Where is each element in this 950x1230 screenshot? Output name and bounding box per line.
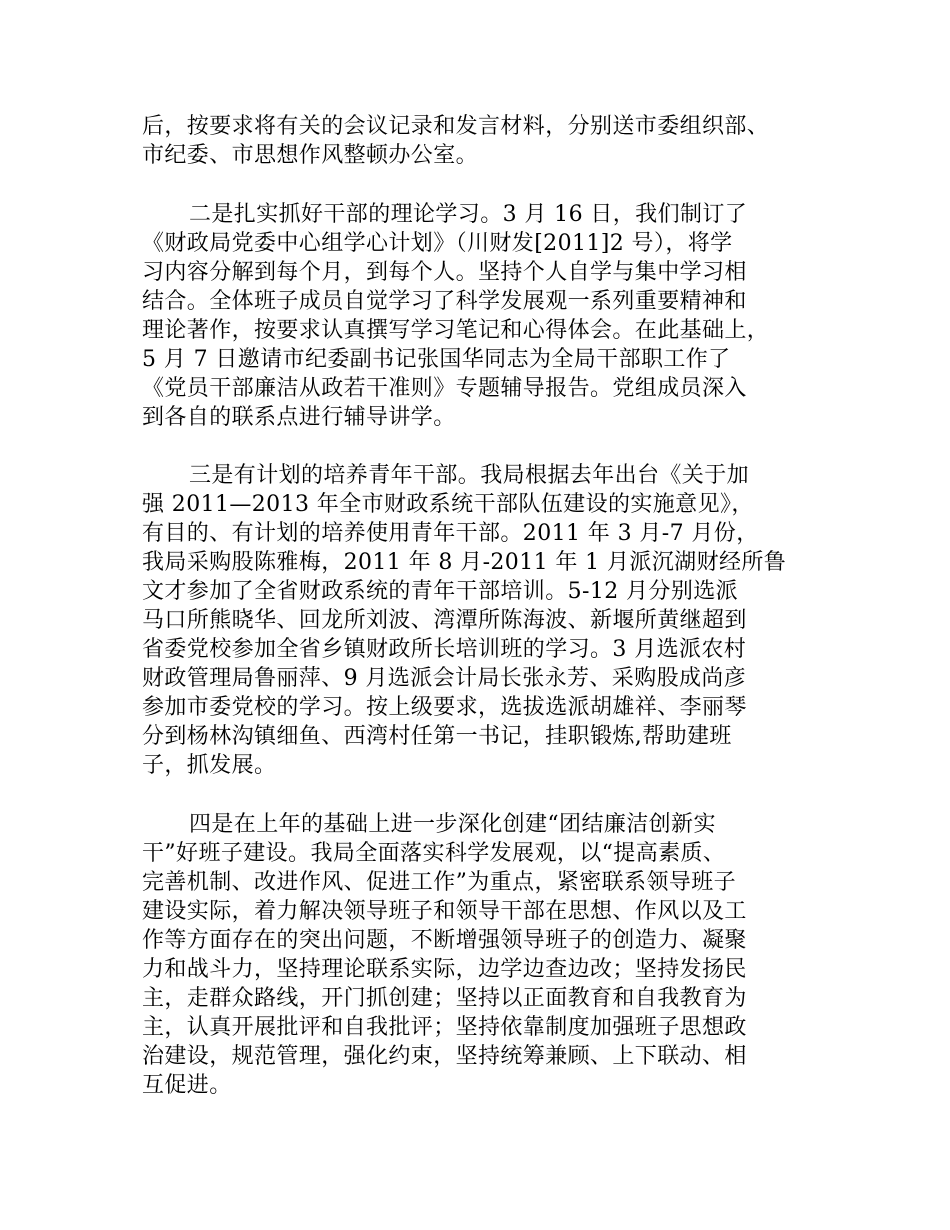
paragraph-3-line-3: 有目的、有计划的培养使用青年干部。2011 年 3 月-7 月份， xyxy=(142,521,759,546)
paragraph-3-line-4: 我局采购股陈雅梅，2011 年 8 月-2011 年 1 月派沉湖财经所鲁 xyxy=(142,550,787,575)
paragraph-2-line-6: 5 月 7 日邀请市纪委副书记张国华同志为全局干部职工作了 xyxy=(142,347,731,372)
paragraph-4-line-10: 互促进。 xyxy=(142,1073,232,1098)
paragraph-3-line-8: 财政管理局鲁丽萍、9 月选派会计局长张永芳、采购股成尚彦 xyxy=(142,666,747,691)
paragraph-4-line-4: 建设实际，着力解决领导班子和领导干部在思想、作风以及工 xyxy=(142,899,747,924)
paragraph-2-line-3: 习内容分解到每个月，到每个人。坚持个人自学与集中学习相 xyxy=(142,260,747,285)
paragraph-3-line-7: 省委党校参加全省乡镇财政所长培训班的学习。3 月选派农村 xyxy=(142,637,747,662)
paragraph-2-line-4: 结合。全体班子成员自觉学习了科学发展观一系列重要精神和 xyxy=(142,289,747,314)
paragraph-4-line-1: 四是在上年的基础上进一步深化创建“团结廉洁创新实 xyxy=(189,812,716,837)
paragraph-2-line-7: 《党员干部廉洁从政若干准则》专题辅导报告。党组成员深入 xyxy=(142,376,747,401)
paragraph-2-line-5: 理论著作，按要求认真撰写学习笔记和心得体会。在此基础上， xyxy=(142,318,770,343)
paragraph-4-line-3: 完善机制、改进作风、促进工作”为重点，紧密联系领导班子 xyxy=(142,870,737,895)
paragraph-2-line-2: 《财政局党委中心组学心计划》（川财发[2011]2 号），将学 xyxy=(142,231,733,256)
paragraph-2-line-8: 到各自的联系点进行辅导讲学。 xyxy=(142,405,456,430)
paragraph-4-line-2: 干”好班子建设。我局全面落实科学发展观，以“提高素质、 xyxy=(142,841,726,866)
paragraph-3-line-6: 马口所熊晓华、回龙所刘波、湾潭所陈海波、新堰所黄继超到 xyxy=(142,608,747,633)
paragraph-4-line-9: 治建设，规范管理，强化约束，坚持统筹兼顾、上下联动、相 xyxy=(142,1044,747,1069)
paragraph-3-line-9: 参加市委党校的学习。按上级要求，选拔选派胡雄祥、李丽琴 xyxy=(142,695,747,720)
paragraph-4-line-6: 力和战斗力，坚持理论联系实际，边学边查边改；坚持发扬民 xyxy=(142,957,747,982)
paragraph-1-line-2: 市纪委、市思想作风整顿办公室。 xyxy=(142,143,479,168)
paragraph-3-line-5: 文才参加了全省财政系统的青年干部培训。5-12 月分别选派 xyxy=(142,579,739,604)
paragraph-2-line-1: 二是扎实抓好干部的理论学习。3 月 16 日，我们制订了 xyxy=(189,202,748,227)
paragraph-3-line-10: 分到杨林沟镇细鱼、西湾村任第一书记，挂职锻炼,帮助建班 xyxy=(142,724,732,749)
paragraph-3-line-11: 子，抓发展。 xyxy=(142,753,277,778)
paragraph-3-line-2: 强 2011—2013 年全市财政系统干部队伍建设的实施意见》， xyxy=(142,492,754,517)
paragraph-4-line-7: 主，走群众路线，开门抓创建；坚持以正面教育和自我教育为 xyxy=(142,986,747,1011)
paragraph-3-line-1: 三是有计划的培养青年干部。我局根据去年出台《关于加 xyxy=(189,463,750,488)
paragraph-4-line-8: 主，认真开展批评和自我批评；坚持依靠制度加强班子思想政 xyxy=(142,1015,747,1040)
paragraph-4-line-5: 作等方面存在的突出问题，不断增强领导班子的创造力、凝聚 xyxy=(142,928,747,953)
paragraph-1-line-1: 后，按要求将有关的会议记录和发言材料，分别送市委组织部、 xyxy=(142,114,770,139)
